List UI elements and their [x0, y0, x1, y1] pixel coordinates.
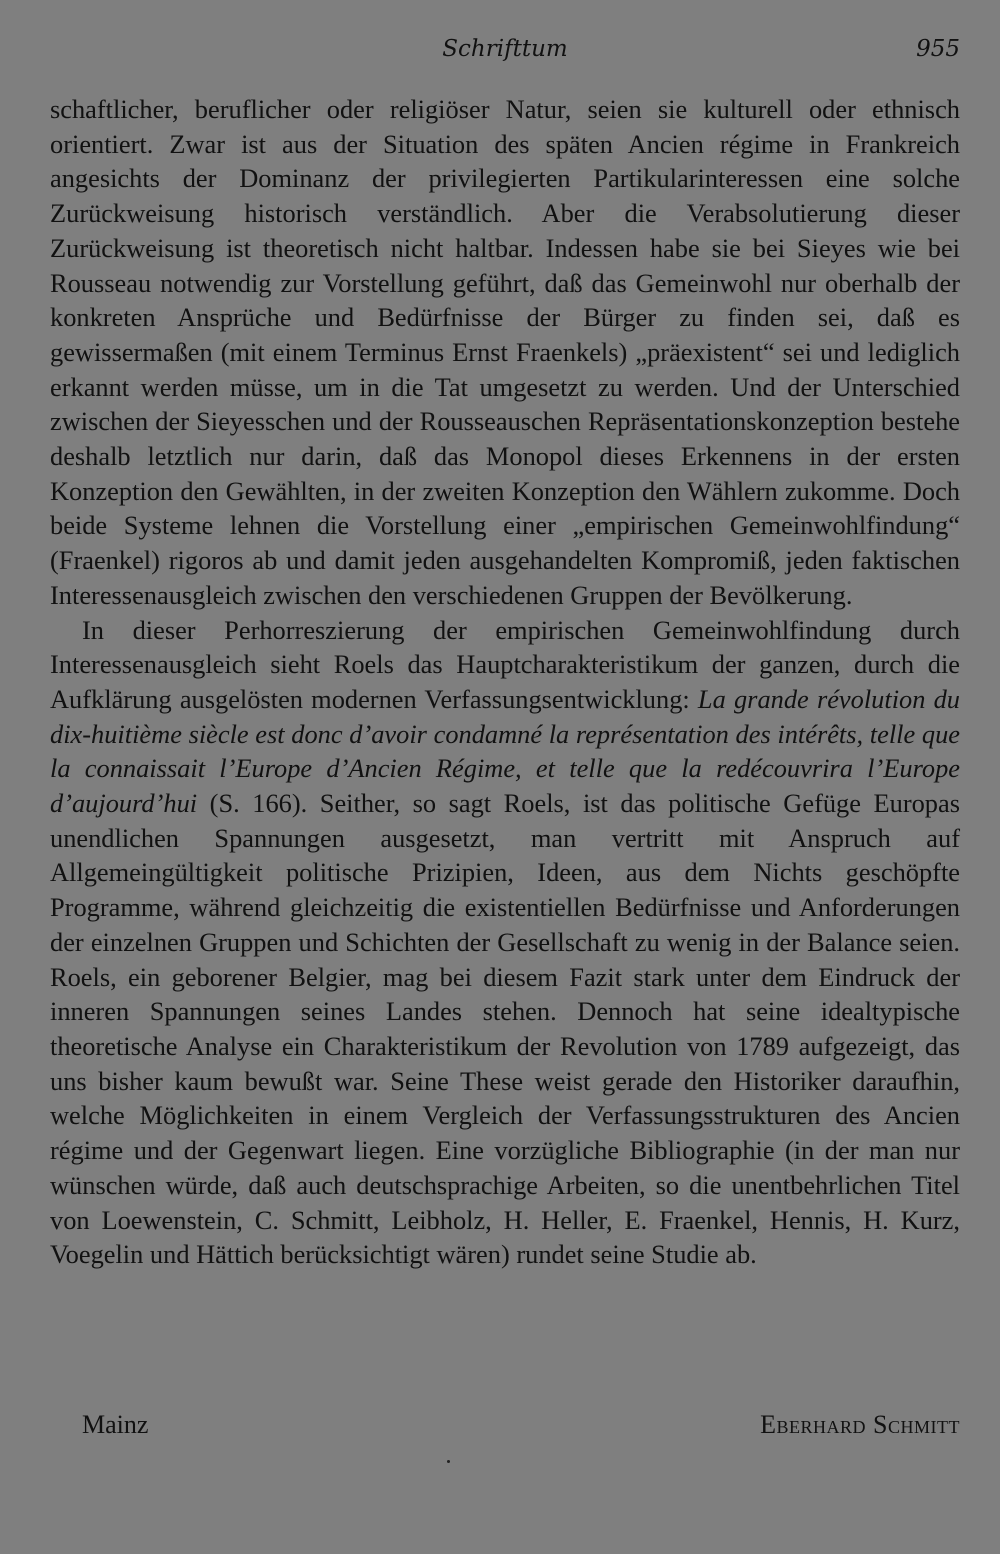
print-speck	[447, 1460, 450, 1463]
signature-author: Eberhard Schmitt	[760, 1410, 960, 1439]
paragraph-2-rest: (S. 166). Seither, so sagt Roels, ist das politische Gefüge Europas unendlichen Spannungen ausgesetzt, man vertritt mit Anspruch auf Allgemeingültigkeit politische Prizipien, Ideen, aus dem Nichts geschöpfte Programme, während gleichzeitig die existentiellen Bedürfnisse und Anforderungen der einzelnen Gruppen und Schichten der Gesellschaft zu wenig in der Balance seien. Roels, ein geborener Belgier, mag bei diesem Fazit stark unter dem Eindruck der inneren Spannungen seines Landes stehen. Dennoch hat seine idealtypische theoretische Analyse ein Charakteristikum der Revolution von 1789 aufgezeigt, das uns bisher kaum bewußt war. Seine These weist gerade den Historiker daraufhin, welche Möglichkeiten in einem Vergleich der Verfassungsstrukturen des Ancien régime und der Gegenwart liegen. Eine vorzügliche Bibliographie (in der man nur wünschen würde, daß auch deutschsprachige Arbeiten, so die unentbehrlichen Titel von Loewenstein, C. Schmitt, Leibholz, H. Heller, E. Fraenkel, Hennis, H. Kurz, Voegelin und Hättich berücksichtigt wären) rundet seine Studie ab.	[50, 788, 960, 1270]
paragraph-2	[50, 613, 960, 1272]
signature-place: Mainz	[82, 1410, 149, 1439]
paragraph-1: schaftlicher, beruflicher oder religiöser Natur, seien sie kulturell oder ethnisch orientiert. Zwar ist aus der Situation des späten Ancien régime in Frankreich angesichts der Dominanz der privilegierten Partikularinteressen eine solche Zurückweisung historisch verständlich. Aber die Verabsolutierung dieser Zurückweisung ist theoretisch nicht haltbar. Indessen habe sie bei Sieyes wie bei Rousseau notwendig zur Vorstellung geführt, daß das Gemeinwohl nur oberhalb der konkreten Ansprüche und Bedürfnisse der Bürger zu finden sei, daß es gewissermaßen (mit einem Terminus Ernst Fraenkels) „präexistent“ sei und lediglich erkannt werden müsse, um in die Tat umgesetzt zu werden. Und der Unterschied zwischen der Sieyesschen und der Rousseauschen Repräsentationskonzeption bestehe deshalb letztlich nur darin, daß das Monopol dieses Erkennens in der ersten Konzeption den Gewählten, in der zweiten Konzeption den Wählern zukomme. Doch beide Systeme lehnen die Vorstellung einer „empirischen Gemeinwohlfindung“ (Fraenkel) rigoros ab und damit jeden ausgehandelten Kompromiß, jeden faktischen Interessenausgleich zwischen den verschiedenen Gruppen der Bevölkerung.	[50, 94, 960, 610]
body-text	[50, 92, 960, 1272]
paragraph-2-intro: In dieser Perhorreszierung der empirischen Gemeinwohlfindung durch Interessenausgleich sieht Roels das Hauptcharakteristikum der ganzen, durch die Aufklärung ausgelösten modernen Verfassungsentwicklung:	[50, 614, 960, 714]
page-number: 955	[916, 36, 960, 62]
running-title: Schrifttum	[442, 36, 568, 62]
french-quotation: La grande révolution du dix-huitième siècle est donc d’avoir condamné la représentation des intérêts, telle que la connaissait l’Europe d’Ancien Régime, et telle que la redécouvrira l’Europe d’aujourd’hui	[50, 683, 960, 819]
page-header	[50, 36, 960, 76]
